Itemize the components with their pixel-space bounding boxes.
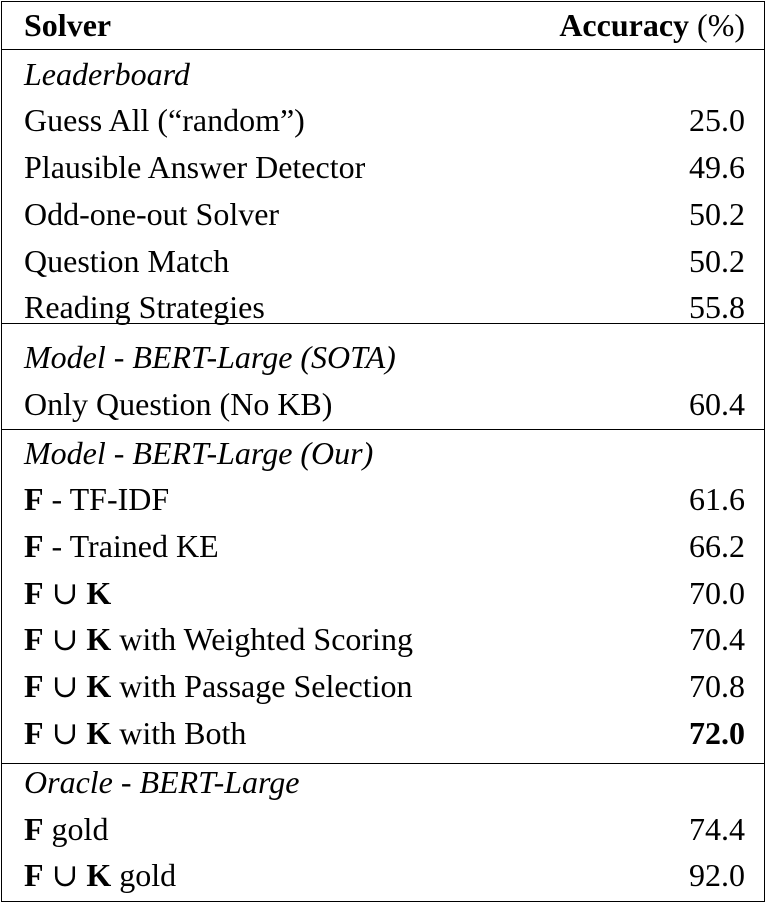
table-row: F ∪ K with Weighted Scoring 70.4: [24, 621, 745, 657]
section-title: Model - BERT-Large (Our): [24, 435, 374, 471]
header-rule: [2, 49, 764, 50]
table-row: F ∪ K with Passage Selection 70.8: [24, 668, 745, 704]
header-row: [2, 2, 764, 48]
table-row: F ∪ K gold 92.0: [24, 857, 745, 893]
table-row: F ∪ K 70.0: [24, 575, 745, 611]
section-rule: [2, 323, 764, 324]
table-row: Plausible Answer Detector 49.6: [24, 149, 745, 185]
table-row: Reading Strategies 55.8: [24, 289, 745, 325]
header-solver: Solver: [24, 7, 112, 43]
table-row: Only Question (No KB) 60.4: [24, 386, 745, 422]
section-title: Leaderboard: [24, 56, 190, 92]
table-row: F - Trained KE 66.2: [24, 528, 745, 564]
section-title: Model - BERT-Large (SOTA): [24, 339, 396, 375]
header-accuracy: Accuracy (%): [559, 7, 745, 43]
results-table: [1, 1, 765, 902]
section-title: Oracle - BERT-Large: [24, 764, 300, 800]
table-row: F - TF-IDF 61.6: [24, 481, 745, 517]
table-row: F gold 74.4: [24, 811, 745, 847]
table-row: F ∪ K with Both 72.0: [24, 715, 745, 751]
table-row: Question Match 50.2: [24, 243, 745, 279]
table-row: Odd-one-out Solver 50.2: [24, 196, 745, 232]
table-row: Guess All (“random”) 25.0: [24, 102, 745, 138]
